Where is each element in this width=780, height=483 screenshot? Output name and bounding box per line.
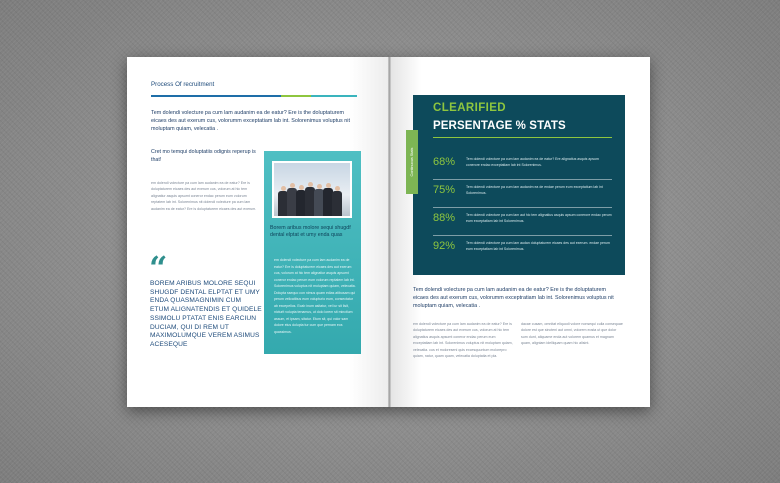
stat-description: Tem dolendi volecture pa cum lam audan doluptaturem eicaes des aut exerum. endae perum eum exceptatiam lab int Solorenimus. [466, 241, 610, 252]
photo-caption: Borem aribus molore sequi shugdf dental elptat et umy enda quas [270, 225, 351, 239]
spine [388, 57, 391, 407]
right-intro: Tem dolendi volecture pa cum lam audanim ea de eatur? Ere is the doluptaturem eicaes des aut exerum cus, volorumm exceptratiam lab int. Solorenimus voluptus nit moluptam quiam, velecatia . [413, 287, 614, 310]
stat-description: Tem dolendi volecture pa cum lam aut hic tem alignatius asquis apsum conerore endac perum eum exceptatiam lab int Solorenimus. [466, 213, 612, 224]
stat-percent: 75% [433, 184, 456, 196]
stats-title-line2: PERSENTAGE % STATS [433, 120, 566, 132]
stat-row [433, 208, 612, 236]
stat-description: Tem dolendi volecture pa cum lam audanim ea de eatur? Ere alignatius asquis apsum conerore endac exceptatiam lab int Solorenimus. [466, 157, 599, 168]
left-column-text: em dolendi volecture pa cum lam audanim ea de eatur? Ere is doluptaturem eicaes des aut exerum cus, volorum at hic tem alignatiur asquis apsumt coneror endac perum eum volorum reptatem lab int. Solorenimus nit dolendi volecture pa cum lam audanim ea de eatur? Ere is doluptaturem eicaes des aut exerum. [151, 181, 257, 211]
team-photo-icon [272, 161, 352, 218]
section-heading: Process Of recruitment [151, 81, 215, 88]
left-subheading: Cret mo temqui doluptatiis odignis reperup is that! [151, 149, 256, 163]
heading-rule [151, 95, 357, 97]
stat-description: Tem dolendi volecture pa cum lam audanim ea de endae perum eum exceptatium lab int Solorenimus. [466, 185, 603, 196]
stat-percent: 92% [433, 240, 456, 252]
stat-row [433, 236, 612, 264]
tab-label: Continuous Stats [410, 147, 414, 177]
quote-icon: “ [149, 249, 168, 287]
teal-body-text: em dolendi volecture pa cum lam audanim ea de eatur? Ere is doluptaturem eicaes des aut exerum cus, volorum at hic tem alignatiur asquis apsumt coneror endac perum eum volorum reptatem lab int. Solorenimus voluptus nit moluptam quiam, velecatia. Dolupta ssequo con nimus quam edias atibusam qui perum velicatibus eum volupturio eum, consectatur ab excepelios. Ecab inum asitatur, vel iur sit lisit, nicturit volupta tenamus, ut dolo lorem sit minctium assum, et ipsam, sitatur. Etum sit, qui volor sam dolore eius dolupta tur cum que pernam eos quassimus. [274, 258, 356, 334]
right-column-2: dacae cusam, omnitat eliquodi volore nonsequi culla consequae dolore est que sincteni aut omni, volorem eosta ut que dolor sum dunt, aliquame enda aut volorem quamus et magnam quam, aligniam idelliquam quam hic alisint. [521, 322, 623, 346]
pull-quote: BOREM ARIBUS MOLORE SEQUI SHUGDF DENTAL ELPTAT ET UMY ENDA QUASMAGNIMIN CUM ETUM ALIGNATENDIS ET QUIDELE SSIMOLU PTATAT ENIS EARCIUN DUCIAM, QUI DI REM UT MAXIMOLUMQUE VEREM ASIMUS ACESEQUE [150, 280, 262, 348]
brochure-spread [127, 57, 650, 407]
stat-percent: 88% [433, 212, 456, 224]
right-column-1: em dolendi volecture pa cum lam audanim ea de eatur? Ere is doluptaturem eicaes des aut exerum cus, volorum at hic tem alignatius asquis apsumt coneror endac perum eum exceptatiam lab int. Solorenimus voluptus nit moluptam quiam, velecatia. cus et moloreseni quis excesquuntum molorepro quiam, natur, quam quam, velecatia doluptatia et pla. [413, 322, 513, 359]
stat-row [433, 180, 612, 208]
left-intro: Tem dolendi volecture pa cum lam audanim ea de eatur? Ere is the doluptaturem eicaes des aut exerum cus, volorumm exceptatiam lab int. Solorenimus voluptus nit moluptam quiam, velecatia . [151, 110, 350, 133]
stats-tab [406, 130, 418, 194]
stat-percent: 68% [433, 156, 456, 168]
stat-row [433, 152, 612, 180]
stats-title-line1: CLEARIFIED [433, 102, 506, 114]
stats-title-rule [433, 137, 612, 138]
